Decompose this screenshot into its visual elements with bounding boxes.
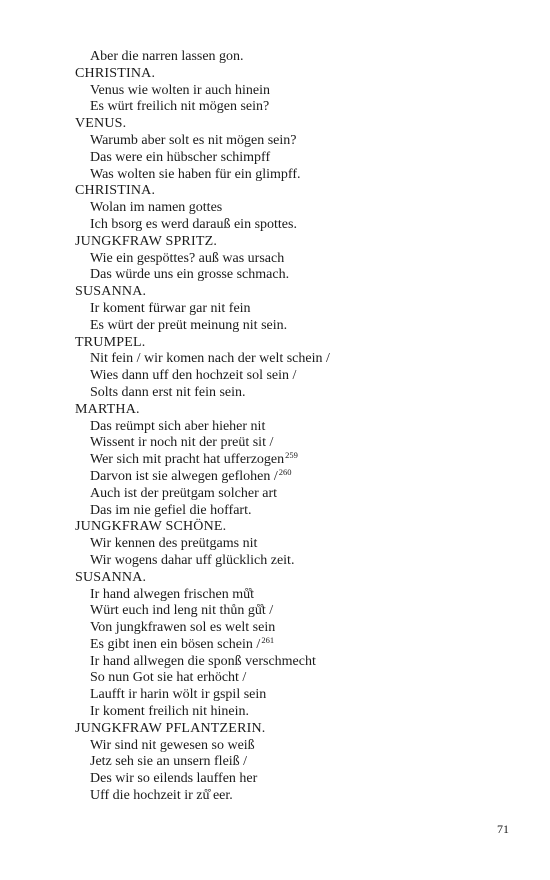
line-text: JUNGKFRAW SCHÖNE.: [75, 519, 227, 535]
verse-line: [75, 754, 495, 771]
line-text: Warumb aber solt es nit mögen sein?: [90, 132, 297, 148]
verse-line: [75, 486, 495, 503]
line-text: Wies dann uff den hochzeit sol sein /: [90, 368, 297, 384]
drama-text: [75, 49, 495, 805]
line-text: Das reümpt sich aber hieher nit: [90, 418, 266, 434]
verse-line: [75, 318, 495, 335]
verse-line: [75, 771, 495, 788]
verse-line: [75, 687, 495, 704]
verse-line: [75, 167, 495, 184]
verse-line: [75, 351, 495, 368]
page-number: 71: [497, 822, 509, 836]
verse-line: [75, 267, 495, 284]
line-text: Aber die narren lassen gon.: [90, 49, 244, 64]
speaker-name: [75, 116, 495, 133]
line-text: SUSANNA.: [75, 569, 147, 585]
verse-line: [75, 634, 495, 654]
footnote-marker: 260: [278, 466, 292, 477]
speaker-name: [75, 183, 495, 200]
line-text: Auch ist der preütgam solcher art: [90, 485, 277, 501]
footnote-marker: 261: [261, 634, 275, 645]
line-text: Wer sich mit pracht hat ufferzogen: [90, 452, 285, 468]
line-text: Von jungkfrawen sol es welt sein: [90, 620, 276, 636]
verse-line: [75, 49, 495, 66]
verse-line: [75, 536, 495, 553]
line-text: Laufft ir harin wölt ir gspil sein: [90, 687, 267, 703]
verse-line: [75, 603, 495, 620]
verse-line: [75, 620, 495, 637]
verse-line: [75, 385, 495, 402]
line-text: Ir koment fürwar gar nit fein: [90, 300, 251, 316]
line-text: Darvon ist sie alwegen geflohen /: [90, 468, 278, 484]
speaker-name: [75, 402, 495, 419]
verse-line: [75, 251, 495, 268]
line-text: Es würt freilich nit mögen sein?: [90, 99, 270, 115]
line-text: CHRISTINA.: [75, 183, 156, 199]
verse-line: [75, 704, 495, 721]
speaker-name: [75, 284, 495, 301]
verse-line: [75, 301, 495, 318]
line-text: Würt euch ind leng nit thůn gů̊t /: [90, 603, 274, 619]
verse-line: [75, 200, 495, 217]
verse-line: [75, 553, 495, 570]
speaker-name: [75, 66, 495, 83]
speaker-name: [75, 570, 495, 587]
verse-line: [75, 503, 495, 520]
line-text: SUSANNA.: [75, 284, 147, 300]
verse-line: [75, 587, 495, 604]
line-text: Ir hand allwegen die sponß verschmecht: [90, 653, 316, 669]
line-text: Uff die hochzeit ir zů̊ eer.: [90, 788, 233, 804]
verse-line: [75, 83, 495, 100]
line-text: JUNGKFRAW SPRITZ.: [75, 233, 218, 249]
line-text: Was wolten sie haben für ein glimpff.: [90, 166, 301, 182]
verse-line: [75, 99, 495, 116]
line-text: Ir hand alwegen frischen mů̊t: [90, 586, 255, 602]
line-text: Das were ein hübscher schimpff: [90, 149, 271, 165]
line-text: Solts dann erst nit fein sein.: [90, 384, 246, 400]
line-text: Wir wogens dahar uff glücklich zeit.: [90, 552, 295, 568]
verse-line: [75, 133, 495, 150]
line-text: JUNGKFRAW PFLANTZERIN.: [75, 720, 266, 736]
line-text: Jetz seh sie an unsern fleiß /: [90, 754, 248, 770]
line-text: CHRISTINA.: [75, 65, 156, 81]
line-text: Es gibt inen ein bösen schein /: [90, 636, 261, 652]
verse-line: [75, 419, 495, 436]
line-text: Des wir so eilends lauffen her: [90, 771, 258, 787]
speaker-name: [75, 721, 495, 738]
line-text: Venus wie wolten ir auch hinein: [90, 82, 271, 98]
speaker-name: [75, 234, 495, 251]
verse-line: [75, 788, 495, 805]
verse-line: [75, 670, 495, 687]
line-text: Wie ein gespöttes? auß was ursach: [90, 250, 285, 266]
verse-line: [75, 368, 495, 385]
line-text: Nit fein / wir komen nach der welt schein /: [90, 351, 330, 367]
line-text: VENUS.: [75, 116, 127, 132]
line-text: Wolan im namen gottes: [90, 200, 223, 216]
line-text: Das im nie gefiel die hoffart.: [90, 502, 252, 518]
line-text: Es würt der preüt meinung nit sein.: [90, 317, 288, 333]
speaker-name: [75, 519, 495, 536]
line-text: So nun Got sie hat erhöcht /: [90, 670, 247, 686]
line-text: MARTHA.: [75, 401, 140, 417]
line-text: Wir sind nit gewesen so weiß: [90, 737, 255, 753]
verse-line: [75, 466, 495, 486]
line-text: Ich bsorg es werd darauß ein spottes.: [90, 216, 297, 232]
verse-line: [75, 738, 495, 755]
line-text: Wissent ir noch nit der preüt sit /: [90, 435, 274, 451]
speaker-name: [75, 335, 495, 352]
line-text: Ir koment freilich nit hinein.: [90, 704, 250, 720]
line-text: Das würde uns ein grosse schmach.: [90, 267, 290, 283]
line-text: TRUMPEL.: [75, 334, 146, 350]
footnote-marker: 259: [285, 450, 298, 461]
line-text: Wir kennen des preütgams nit: [90, 536, 258, 552]
verse-line: [75, 654, 495, 671]
verse-line: [75, 217, 495, 234]
verse-line: [75, 150, 495, 167]
